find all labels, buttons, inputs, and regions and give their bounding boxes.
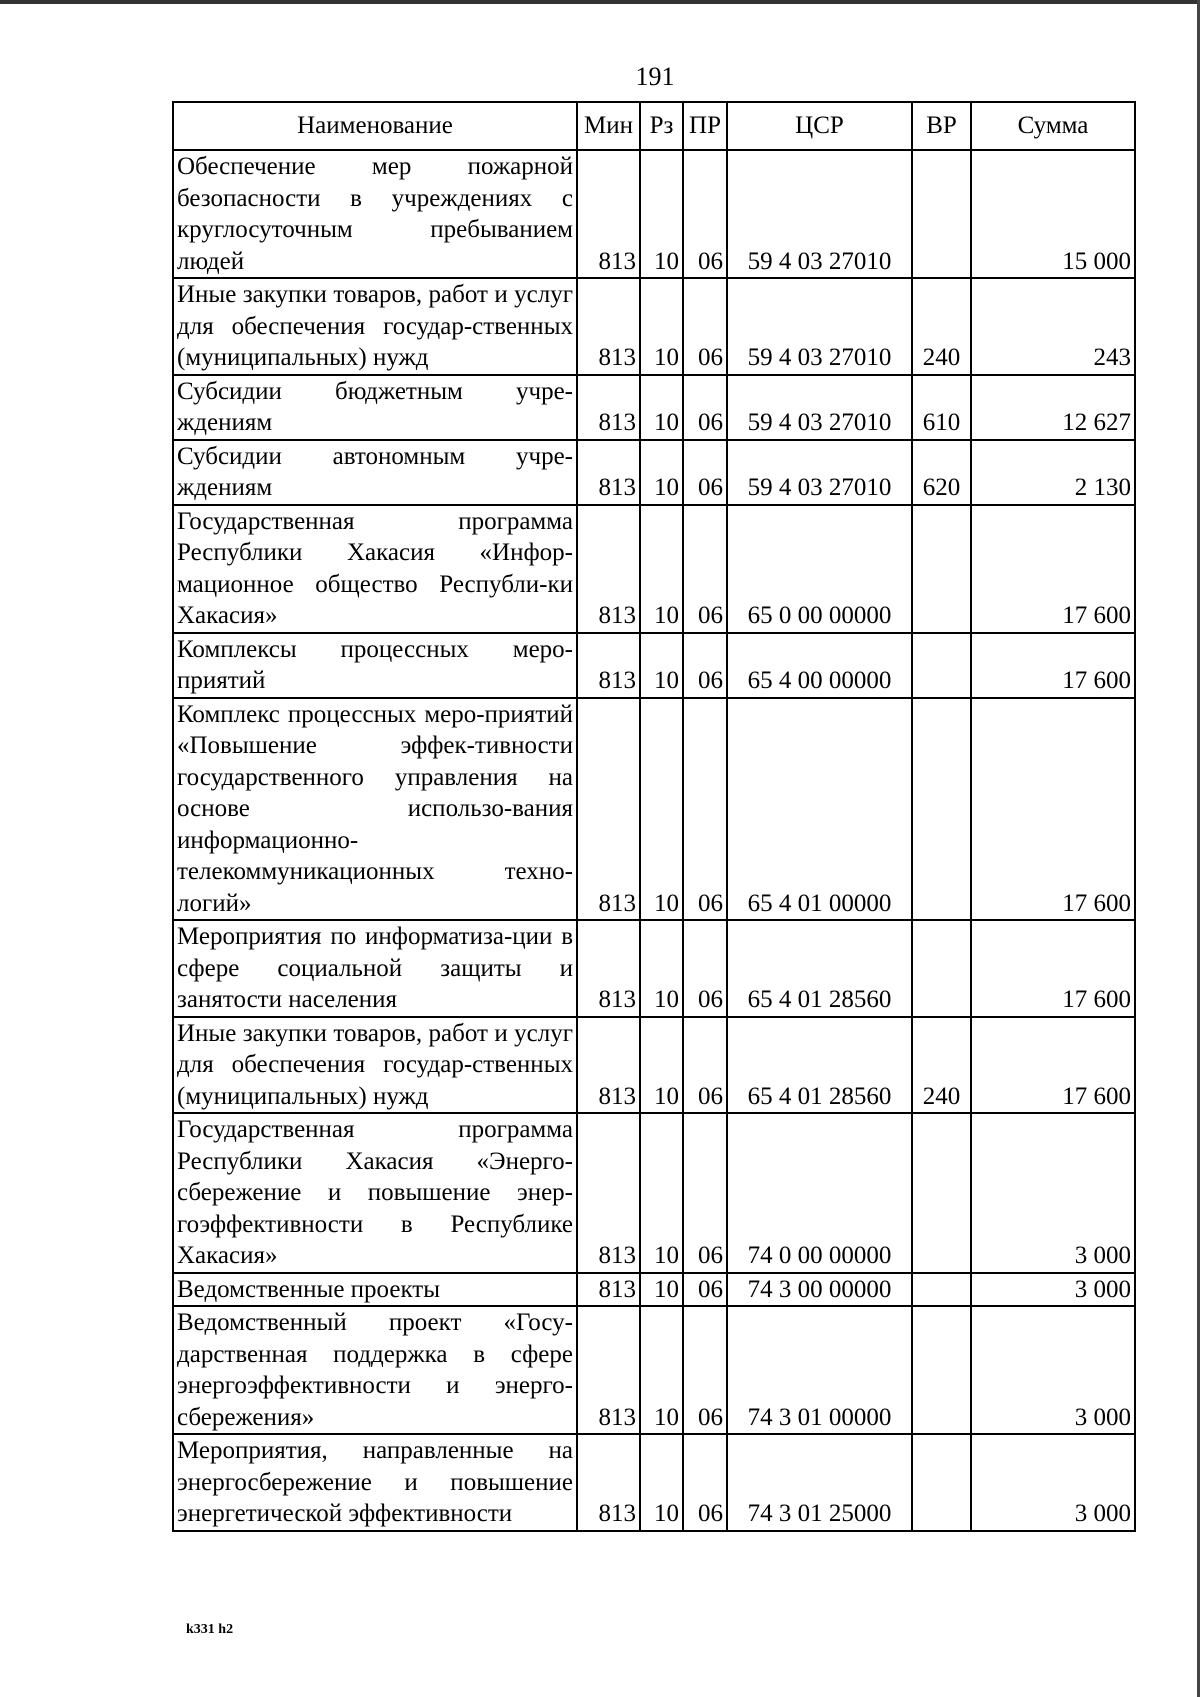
cell-pr: 06 <box>683 1017 727 1114</box>
cell-min: 813 <box>577 150 640 278</box>
header-rz: Рз <box>640 102 683 150</box>
cell-min: 813 <box>577 698 640 921</box>
cell-csr: 65 0 00 00000 <box>727 505 912 633</box>
header-sum: Сумма <box>971 102 1135 150</box>
header-vr: ВР <box>912 102 971 150</box>
cell-min: 813 <box>577 375 640 440</box>
cell-pr: 06 <box>683 920 727 1017</box>
cell-pr: 06 <box>683 633 727 698</box>
cell-csr: 65 4 01 28560 <box>727 1017 912 1114</box>
cell-rz: 10 <box>640 698 683 921</box>
table-row <box>173 505 1135 633</box>
cell-sum: 243 <box>971 278 1135 375</box>
cell-vr <box>912 150 971 278</box>
cell-rz: 10 <box>640 1434 683 1531</box>
budget-table <box>172 101 1136 1532</box>
cell-csr: 74 3 01 00000 <box>727 1306 912 1434</box>
page-number: 191 <box>635 62 675 91</box>
cell-vr: 240 <box>912 1017 971 1114</box>
cell-rz: 10 <box>640 375 683 440</box>
table-row <box>173 1017 1135 1114</box>
cell-vr <box>912 920 971 1017</box>
cell-rz: 10 <box>640 920 683 1017</box>
table-row <box>173 1113 1135 1273</box>
cell-csr: 65 4 01 28560 <box>727 920 912 1017</box>
cell-pr: 06 <box>683 278 727 375</box>
cell-csr: 59 4 03 27010 <box>727 440 912 505</box>
table-row <box>173 920 1135 1017</box>
cell-csr: 59 4 03 27010 <box>727 375 912 440</box>
cell-name: Государственная программа Республики Хакасия «Инфор-мационное общество Республи-ки Хакасия» <box>173 505 577 633</box>
header-name: Наименование <box>173 102 577 150</box>
cell-name: Комплекс процессных меро-приятий «Повышение эффек-тивности государственного управления на основе использо-вания информационно-телекоммуникационных техно-логий» <box>173 698 577 921</box>
cell-min: 813 <box>577 505 640 633</box>
table-row <box>173 633 1135 698</box>
cell-rz: 10 <box>640 150 683 278</box>
cell-csr: 59 4 03 27010 <box>727 278 912 375</box>
cell-name: Государственная программа Республики Хакасия «Энерго-сбережение и повышение энер-гоэффективности в Республике Хакасия» <box>173 1113 577 1273</box>
table-row <box>173 278 1135 375</box>
cell-name: Ведомственные проекты <box>173 1273 577 1307</box>
cell-rz: 10 <box>640 1306 683 1434</box>
cell-csr: 74 3 01 25000 <box>727 1434 912 1531</box>
cell-pr: 06 <box>683 1273 727 1307</box>
cell-pr: 06 <box>683 1113 727 1273</box>
table-row <box>173 1273 1135 1307</box>
table-row <box>173 375 1135 440</box>
cell-name: Иные закупки товаров, работ и услуг для обеспечения государ-ственных (муниципальных) нужд <box>173 1017 577 1114</box>
cell-csr: 65 4 01 00000 <box>727 698 912 921</box>
cell-name: Комплексы процессных меро-приятий <box>173 633 577 698</box>
cell-sum: 17 600 <box>971 920 1135 1017</box>
document-code: k331 h2 <box>186 1622 234 1637</box>
cell-sum: 17 600 <box>971 698 1135 921</box>
cell-csr: 74 0 00 00000 <box>727 1113 912 1273</box>
cell-sum: 15 000 <box>971 150 1135 278</box>
cell-rz: 10 <box>640 633 683 698</box>
cell-rz: 10 <box>640 440 683 505</box>
cell-vr <box>912 1273 971 1307</box>
cell-vr <box>912 505 971 633</box>
table-row <box>173 698 1135 921</box>
cell-name: Ведомственный проект «Госу-дарственная поддержка в сфере энергоэффективности и энерго-сбережения» <box>173 1306 577 1434</box>
cell-vr <box>912 1306 971 1434</box>
cell-vr: 240 <box>912 278 971 375</box>
cell-pr: 06 <box>683 1434 727 1531</box>
cell-name: Мероприятия, направленные на энергосбережение и повышение энергетической эффективности <box>173 1434 577 1531</box>
table-header-row <box>173 102 1135 150</box>
cell-rz: 10 <box>640 1273 683 1307</box>
cell-min: 813 <box>577 1434 640 1531</box>
cell-sum: 3 000 <box>971 1113 1135 1273</box>
cell-sum: 17 600 <box>971 633 1135 698</box>
cell-pr: 06 <box>683 505 727 633</box>
cell-csr: 59 4 03 27010 <box>727 150 912 278</box>
cell-sum: 17 600 <box>971 505 1135 633</box>
cell-min: 813 <box>577 1017 640 1114</box>
cell-sum: 3 000 <box>971 1273 1135 1307</box>
cell-name: Обеспечение мер пожарной безопасности в учреждениях с круглосуточным пребыванием людей <box>173 150 577 278</box>
cell-name: Мероприятия по информатиза-ции в сфере социальной защиты и занятости населения <box>173 920 577 1017</box>
table-row <box>173 150 1135 278</box>
cell-csr: 74 3 00 00000 <box>727 1273 912 1307</box>
cell-csr: 65 4 00 00000 <box>727 633 912 698</box>
header-pr: ПР <box>683 102 727 150</box>
cell-vr <box>912 1113 971 1273</box>
cell-min: 813 <box>577 633 640 698</box>
cell-name: Субсидии бюджетным учре-ждениям <box>173 375 577 440</box>
cell-min: 813 <box>577 1273 640 1307</box>
cell-rz: 10 <box>640 1113 683 1273</box>
header-csr: ЦСР <box>727 102 912 150</box>
cell-vr <box>912 1434 971 1531</box>
table-row <box>173 1434 1135 1531</box>
cell-name: Субсидии автономным учре-ждениям <box>173 440 577 505</box>
cell-pr: 06 <box>683 375 727 440</box>
cell-min: 813 <box>577 440 640 505</box>
cell-vr <box>912 633 971 698</box>
cell-sum: 2 130 <box>971 440 1135 505</box>
table-row <box>173 440 1135 505</box>
cell-vr: 610 <box>912 375 971 440</box>
cell-sum: 3 000 <box>971 1434 1135 1531</box>
header-min: Мин <box>577 102 640 150</box>
cell-pr: 06 <box>683 698 727 921</box>
cell-min: 813 <box>577 920 640 1017</box>
cell-vr: 620 <box>912 440 971 505</box>
cell-min: 813 <box>577 1306 640 1434</box>
table-row <box>173 1306 1135 1434</box>
cell-min: 813 <box>577 1113 640 1273</box>
cell-pr: 06 <box>683 440 727 505</box>
cell-sum: 3 000 <box>971 1306 1135 1434</box>
cell-sum: 17 600 <box>971 1017 1135 1114</box>
cell-vr <box>912 698 971 921</box>
cell-rz: 10 <box>640 1017 683 1114</box>
cell-rz: 10 <box>640 505 683 633</box>
cell-rz: 10 <box>640 278 683 375</box>
cell-pr: 06 <box>683 150 727 278</box>
cell-min: 813 <box>577 278 640 375</box>
cell-pr: 06 <box>683 1306 727 1434</box>
cell-sum: 12 627 <box>971 375 1135 440</box>
cell-name: Иные закупки товаров, работ и услуг для обеспечения государ-ственных (муниципальных) нужд <box>173 278 577 375</box>
scan-top-edge <box>0 0 1200 4</box>
